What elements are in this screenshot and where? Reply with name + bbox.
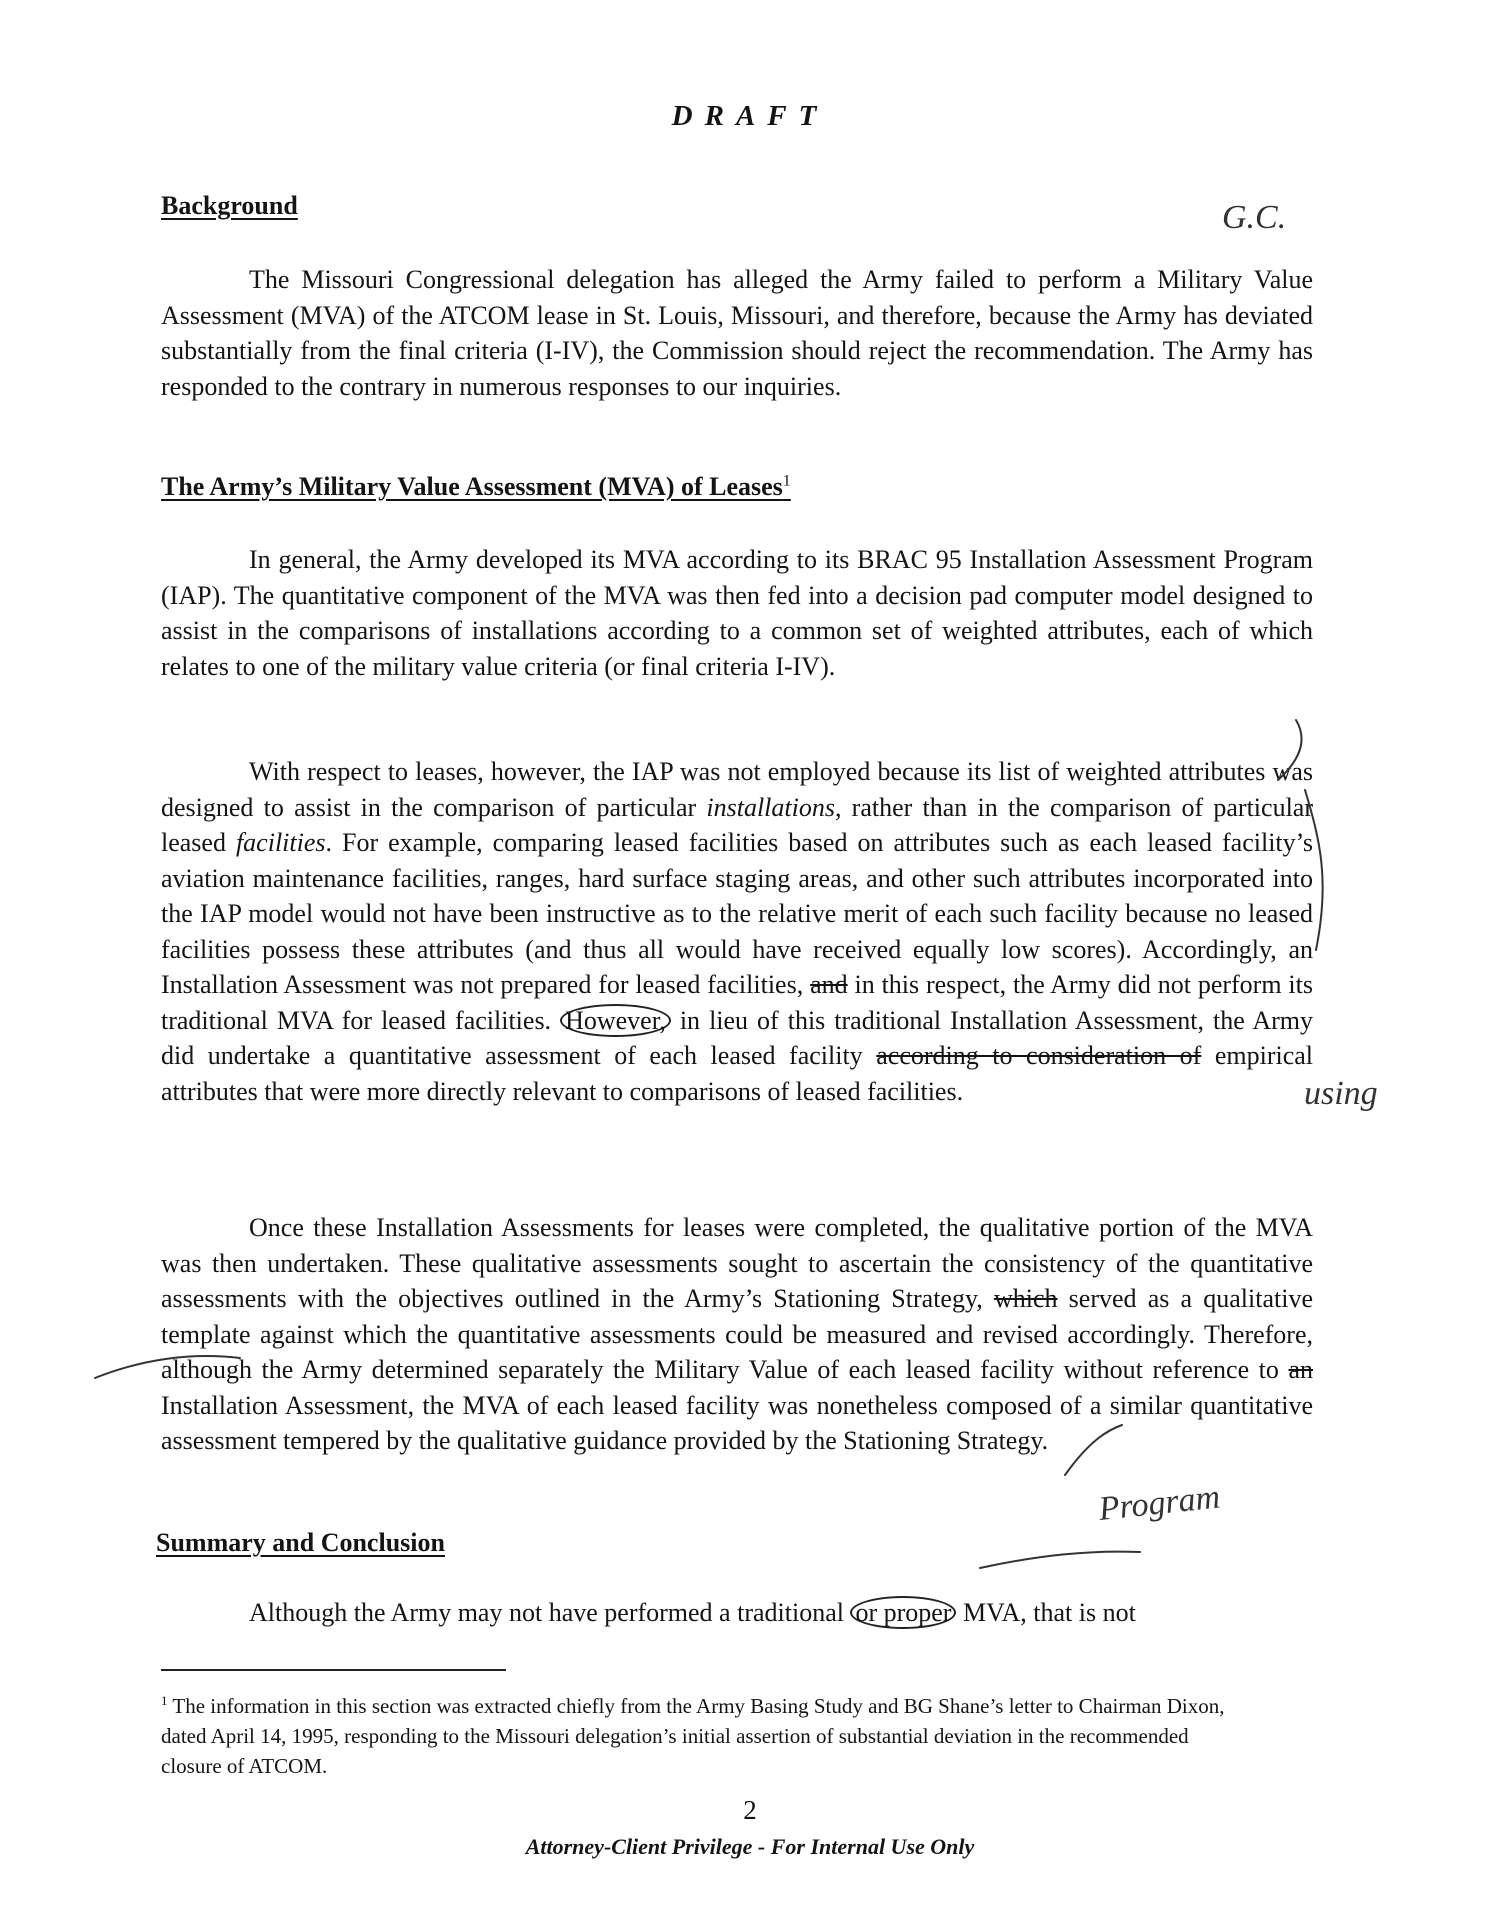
struck-according-to: according to consideration of [876,1041,1202,1070]
footer-privilege-notice: Attorney-Client Privilege - For Internal Use Only [525,1834,975,1859]
background-heading: Background [161,191,298,220]
page-number: 2 [743,1795,757,1825]
annotation-gc: G.C. [1222,199,1287,236]
mva-heading: The Army’s Military Value Assessment (MVA) of Leases$^1$ [161,472,791,501]
mva-paragraph-2: With respect to leases, however, the IAP was not employed because its list of weighted attributes was designed to assist in the comparison of particular installations, rather than in the comparison of particular leased facilities. For example, comparing leased facilities based on attributes such as each leased facility’s aviation maintenance facilities, ranges, hard surface staging areas, and other such attributes incorporated into the IAP model would not have been instructive as to the relative merit of each such facility because no leased facilities possess these attributes (and thus all would have received equally low scores). Accordingly, an Installation Assessment was not prepared for leased facilities, and in this respect, the Army did not perform its traditional MVA for leased facilities. However, in lieu of this traditional Installation Assessment, the Army did undertake a quantitative assessment of each leased facility according to consideration of empirical attributes that were more directly relevant to comparisons of leased facilities. [161,757,1314,1106]
footnote-ref: 1 [782,472,791,490]
circled-or-proper: or proper [850,1596,956,1629]
mva-paragraph-1: In general, the Army developed its MVA according to its BRAC 95 Installation Assessment Program (IAP). The quantitative component of the MVA was then fed into a decision pad computer model designed to assist in the comparisons of installations according to a common set of weighted attributes, each of which relates to one of the military value criteria (or final criteria I-IV). [161,545,1313,681]
insert-stroke [980,1552,1140,1568]
summary-heading: Summary and Conclusion [156,1528,445,1557]
struck-which: which [993,1284,1058,1313]
summary-paragraph: Although the Army may not have performed a traditional or proper MVA, that is not [249,1598,1136,1627]
circled-however: However, [560,1004,671,1037]
struck-an: an [1288,1355,1313,1384]
footnote: $^1$ The information in this section was extracted chiefly from the Army Basing Study and BG Shane’s letter to Chairman Dixon, dated April 14, 1995, responding to the Missouri delegation’s initial assertion of substantial deviation in the recommended closure of ATCOM. [161,1693,1225,1778]
footnote-rule [161,1669,506,1671]
annotation-using: using [1304,1075,1378,1112]
annotation-program: Program [1096,1478,1222,1528]
mva-paragraph-3: Once these Installation Assessments for leases were completed, the qualitative portion of the MVA was then undertaken. These qualitative assessments sought to ascertain the consistency of the quantitative assessments with the objectives outlined in the Army’s Stationing Strategy, which served as a qualitative template against which the quantitative assessments could be measured and revised accordingly. Therefore, although the Army determined separately the Military Value of each leased facility without reference to an Installation Assessment, the MVA of each leased facility was nonetheless composed of a similar quantitative assessment tempered by the qualitative guidance provided by the Stationing Strategy. [161,1213,1314,1455]
struck-and: and [810,970,848,999]
background-paragraph: The Missouri Congressional delegation has alleged the Army failed to perform a Military Value Assessment (MVA) of the ATCOM lease in St. Louis, Missouri, and therefore, because the Army has deviated substantially from the final criteria (I-IV), the Commission should reject the recommendation. The Army has responded to the contrary in numerous responses to our inquiries. [161,265,1313,401]
draft-title: DRAFT [671,100,829,132]
